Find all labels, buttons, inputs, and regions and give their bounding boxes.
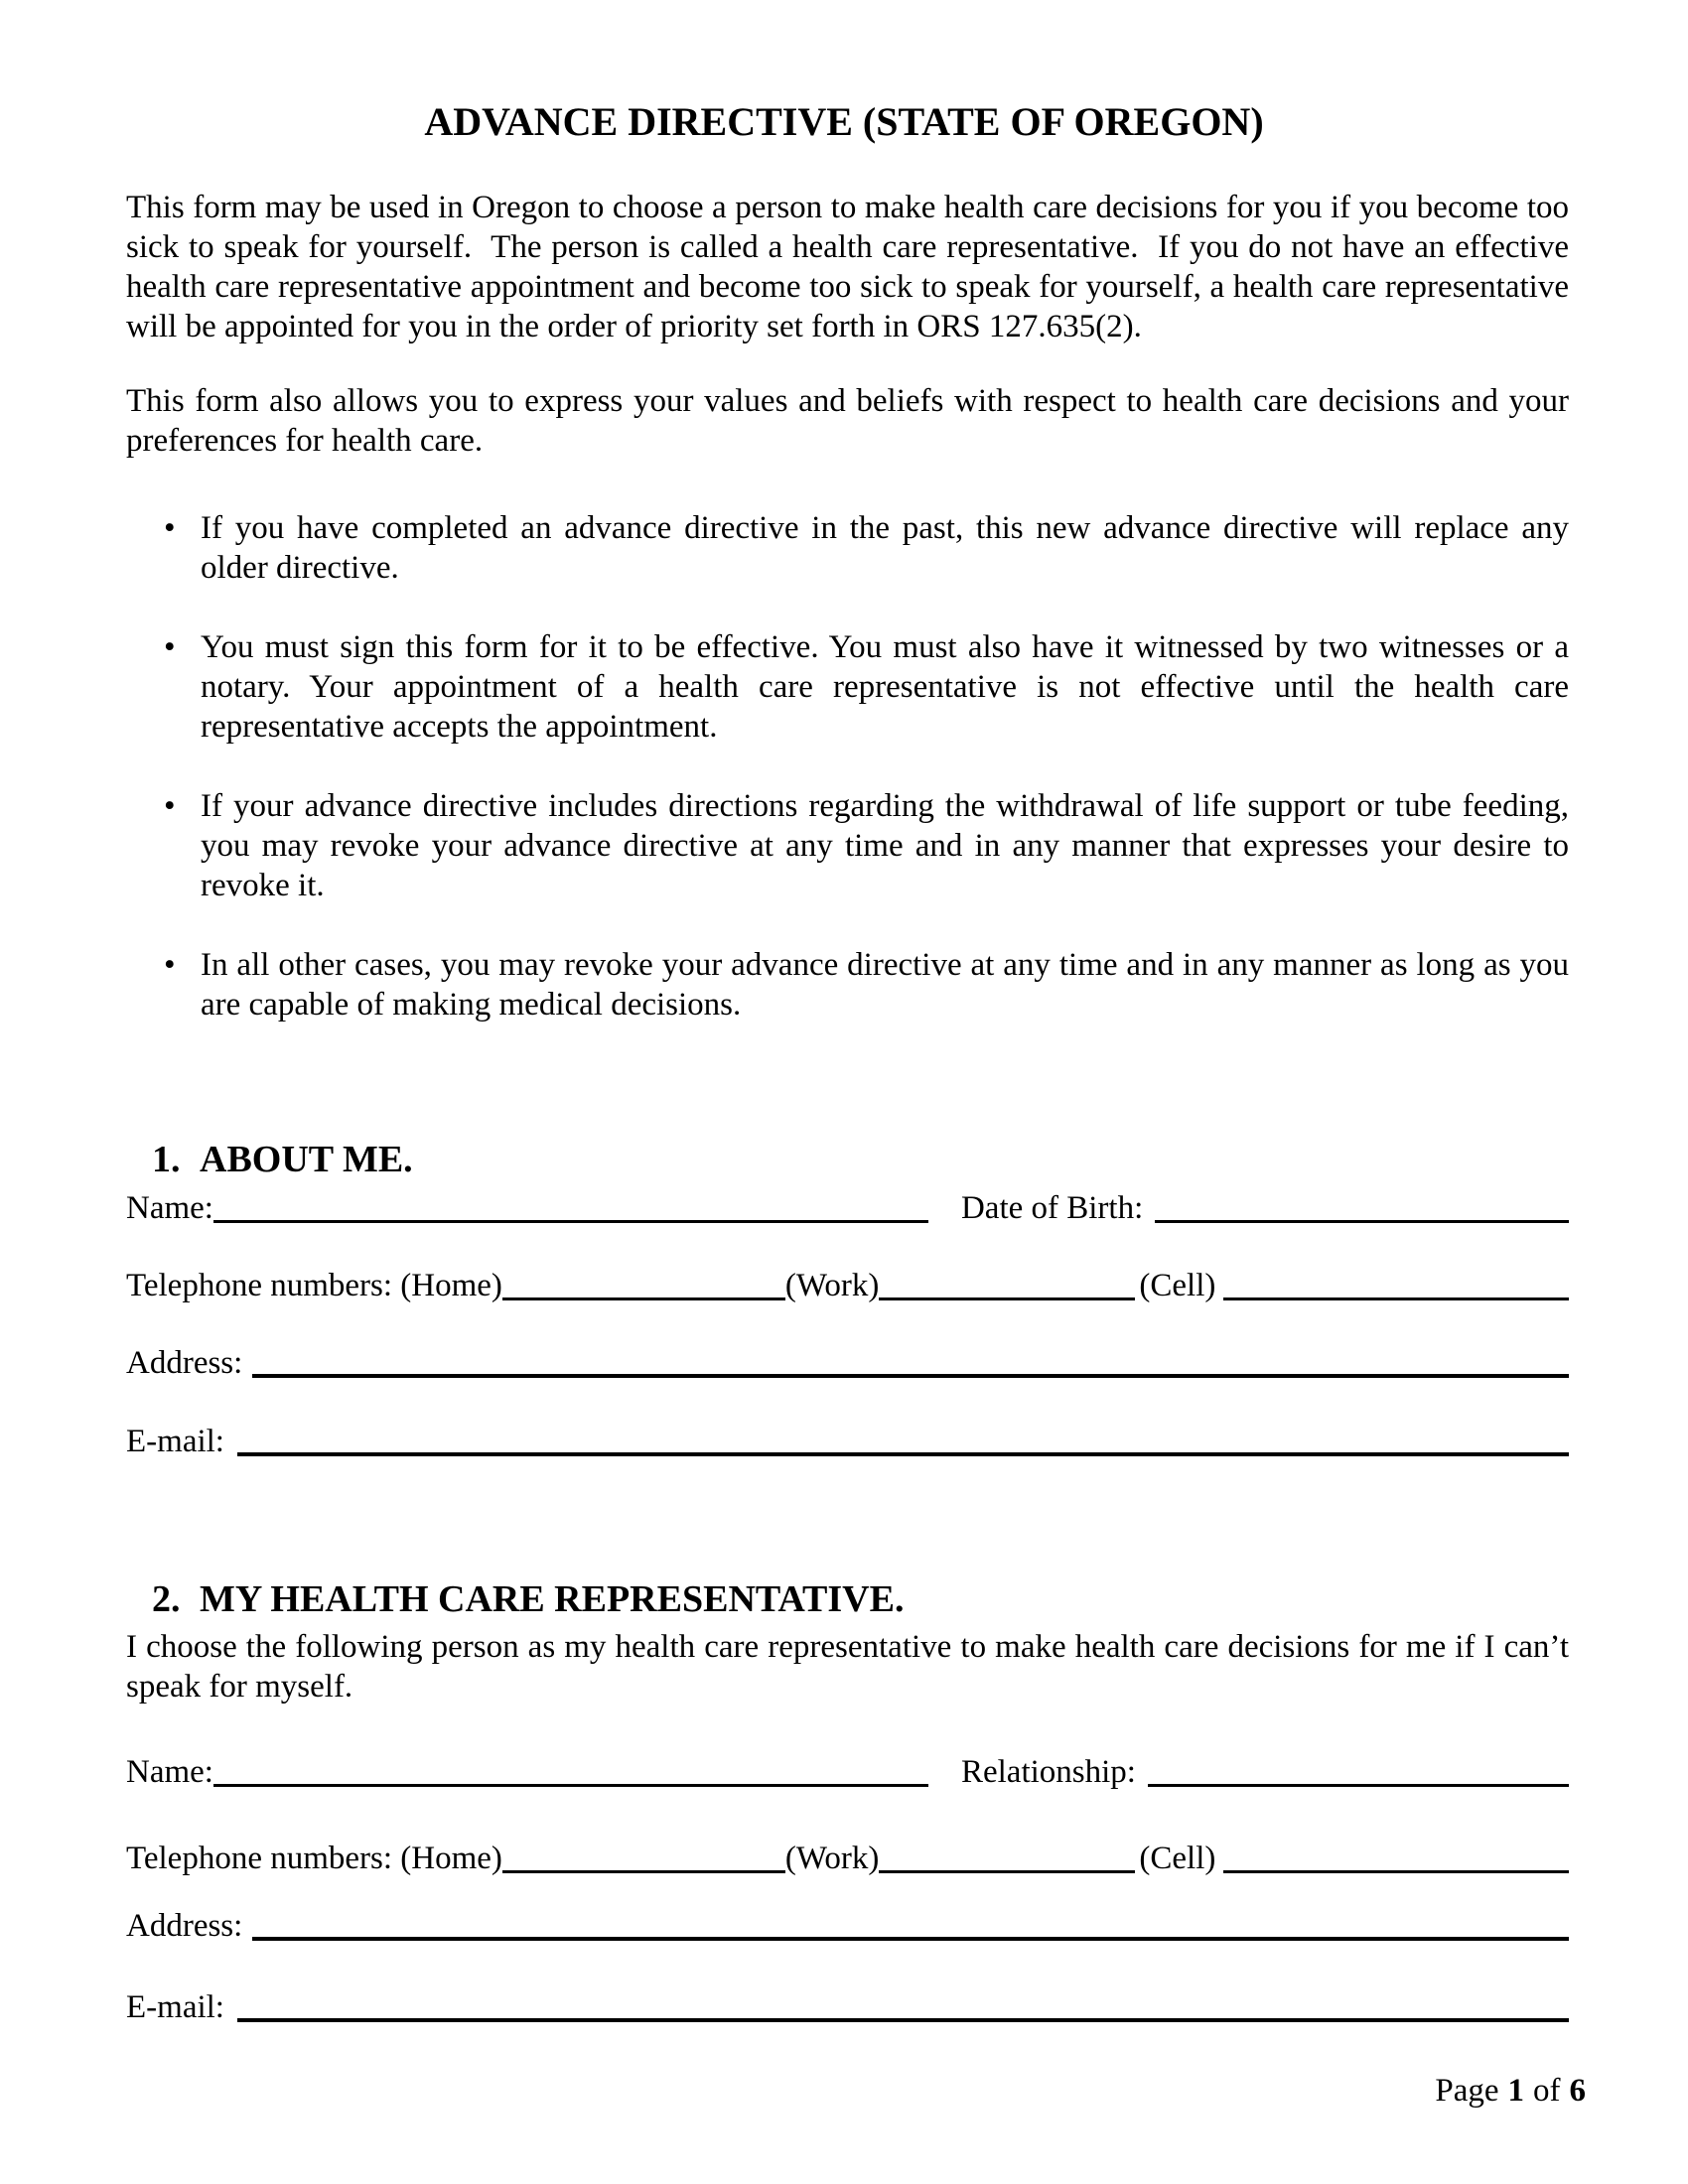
form-row-address: [126, 1337, 1569, 1383]
intro-paragraph-1: This form may be used in Oregon to choose a person to make health care decisions for you if you become too sick to speak for yourself. The person is called a health care representative. If you do not have an effective health care representative appointment and become too sick to speak for yourself, a health care representative will be appointed for you in the order of priority set forth in ORS 127.635(2).: [126, 190, 1578, 344]
note-text: If you have completed an advance directive in the past, this new advance directive will replace any older directive.: [201, 510, 1578, 586]
address-label: Address:: [126, 1908, 243, 1944]
home-phone-input-line[interactable]: [502, 1297, 785, 1300]
cell-label: (Cell): [1139, 1268, 1216, 1303]
form-row-telephone: [126, 1260, 1569, 1305]
address-input-line[interactable]: [252, 1937, 1569, 1941]
email-input-line[interactable]: [237, 2018, 1569, 2022]
form-row-name-dob: [126, 1182, 1569, 1228]
footer-prefix: Page: [1435, 2073, 1499, 2109]
email-label: E-mail:: [126, 1989, 224, 2025]
footer-of: of: [1533, 2073, 1561, 2109]
list-item: [126, 945, 1578, 1024]
cell-phone-input-line[interactable]: [1223, 1297, 1569, 1300]
name-input-line[interactable]: [213, 1220, 928, 1223]
bullet-icon: •: [164, 510, 176, 546]
form-row-name-relationship: [126, 1746, 1569, 1792]
cell-label: (Cell): [1139, 1841, 1216, 1876]
name-input-line[interactable]: [213, 1784, 928, 1787]
section-number: 2.: [152, 1578, 181, 1620]
form-row-telephone: [126, 1833, 1569, 1878]
section-title: MY HEALTH CARE REPRESENTATIVE.: [200, 1578, 905, 1620]
email-label: E-mail:: [126, 1424, 224, 1459]
section-title: ABOUT ME.: [200, 1139, 413, 1180]
dob-input-line[interactable]: [1155, 1220, 1569, 1223]
bullet-icon: •: [164, 629, 176, 665]
dob-label: Date of Birth:: [960, 1190, 1144, 1226]
representative-intro: I choose the following person as my health care representative to make health care decisions for me if I can’t speak for myself.: [126, 1629, 1578, 1705]
telephone-home-label: Telephone numbers: (Home): [126, 1268, 502, 1303]
telephone-home-label: Telephone numbers: (Home): [126, 1841, 502, 1876]
work-label: (Work): [784, 1841, 880, 1876]
bullet-icon: •: [164, 947, 176, 983]
work-label: (Work): [784, 1268, 880, 1303]
work-phone-input-line[interactable]: [879, 1870, 1135, 1873]
page-footer: [1435, 2071, 1586, 2111]
list-item: [126, 627, 1578, 747]
intro-paragraph-2: This form also allows you to express your values and beliefs with respect to health care decisions and your preferences for health care.: [126, 383, 1578, 459]
form-row-address: [126, 1900, 1569, 1946]
total-pages: 6: [1569, 2073, 1586, 2109]
page-number: 1: [1507, 2073, 1524, 2109]
name-label: Name:: [126, 1190, 213, 1226]
cell-phone-input-line[interactable]: [1223, 1870, 1569, 1873]
list-item: [126, 786, 1578, 905]
section-number: 1.: [152, 1139, 181, 1180]
form-row-email: [126, 1981, 1569, 2027]
email-input-line[interactable]: [237, 1452, 1569, 1456]
note-text: You must sign this form for it to be effective. You must also have it witnessed by two witnesses or a notary. Your appointment of a health care representative is not effective until the health care representative accepts the appointment.: [201, 629, 1578, 745]
address-input-line[interactable]: [252, 1374, 1569, 1378]
list-item: [126, 508, 1578, 588]
note-text: In all other cases, you may revoke your advance directive at any time and in any manner as long as you are capable of making medical decisions.: [201, 947, 1578, 1023]
relationship-label: Relationship:: [960, 1754, 1136, 1790]
document-title: ADVANCE DIRECTIVE (STATE OF OREGON): [424, 99, 1264, 144]
note-text: If your advance directive includes directions regarding the withdrawal of life support or tube feeding, you may revoke your advance directive at any time and in any manner that expresses your desire to revoke it.: [201, 788, 1578, 903]
work-phone-input-line[interactable]: [879, 1297, 1135, 1300]
bullet-icon: •: [164, 788, 176, 824]
form-row-email: [126, 1416, 1569, 1461]
home-phone-input-line[interactable]: [502, 1870, 785, 1873]
name-label: Name:: [126, 1754, 213, 1790]
relationship-input-line[interactable]: [1148, 1784, 1569, 1787]
address-label: Address:: [126, 1345, 243, 1381]
